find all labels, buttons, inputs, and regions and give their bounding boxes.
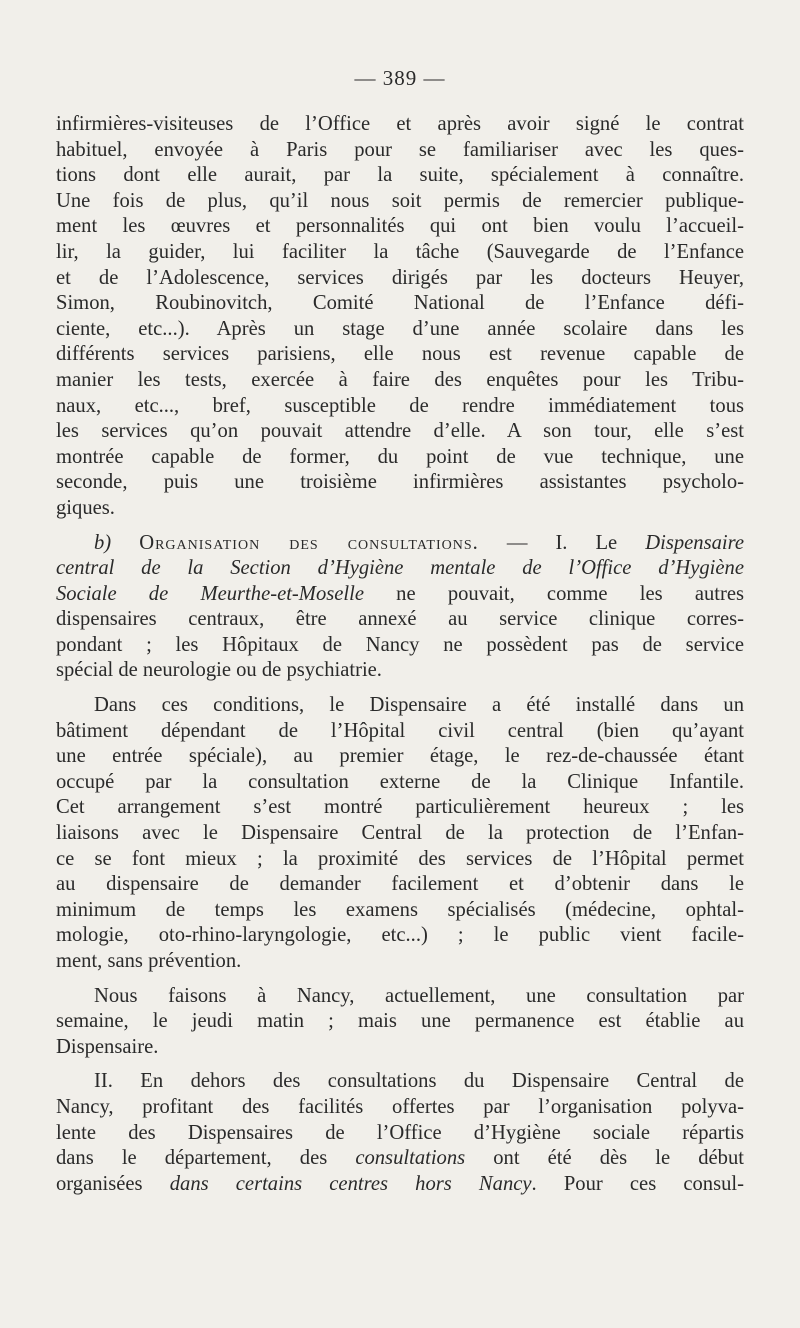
italic-title: Dispensaire [645,531,744,554]
text-fragment: organisées [56,1172,170,1195]
text-line: Cet arrangement s’est montré particulièrement heureux ; les [56,796,744,819]
text-line: et de l’Adolescence, services dirigés par les docteurs Heuyer, [56,266,744,289]
text-fragment: ne pouvait, comme les autres [363,582,744,605]
paragraph-2 [56,531,744,685]
text-line: Dans ces conditions, le Dispensaire a été installé dans un [94,694,744,717]
text-fragment: dans le département, des [56,1147,356,1170]
text-line: naux, etc..., bref, susceptible de rendre immédiatement tous [56,394,744,417]
text-line: giques. [56,496,115,519]
text-line: Dispensaire. [56,1035,159,1058]
text-line [56,582,744,608]
text-line: tions dont elle aurait, par la suite, spécialement à connaître. [56,164,744,187]
text-line: lente des Dispensaires de l’Office d’Hygiène sociale répartis [56,1121,744,1144]
text-line: seconde, puis une troisième infirmières assistantes psycholo- [56,471,744,494]
text-line: ment, sans prévention. [56,950,242,972]
text-line [56,1172,744,1198]
text-line: minimum de temps les examens spécialisés (médecine, ophtal- [56,898,744,921]
text-fragment: . Pour ces consul- [531,1172,744,1195]
italic-title: Sociale de Meurthe-et-Moselle [56,582,364,605]
text-line: montrée capable de former, du point de vue technique, une [56,445,744,468]
paragraph-4 [56,984,744,1061]
paragraph-3 [56,693,744,975]
text-line: lir, la guider, lui faciliter la tâche (Sauvegarde de l’Enfance [56,240,744,263]
text-line: Nancy, profitant des facilités offertes par l’organisation polyva- [56,1095,744,1118]
text-line: Simon, Roubinovitch, Comité National de l’Enfance défi- [56,292,744,315]
text-fragment: ont été dès le début [465,1147,744,1170]
section-label: b) [94,531,112,554]
italic-phrase: consultations [355,1147,466,1170]
text-line: manier les tests, exercée à faire des enquêtes pour les Tribu- [56,368,744,391]
text-line: Une fois de plus, qu’il nous soit permis de remercier publique- [56,189,744,212]
paragraph-1 [56,112,744,522]
text-fragment: — I. Le [478,531,646,554]
section-heading: Organisation des consultations. [139,531,479,554]
text-line: les services qu’on pouvait attendre d’elle. A son tour, elle s’est [56,420,744,443]
italic-title: central de la Section d’Hygiène mentale de l’Office d’Hygiène [56,557,744,580]
text-line: ce se font mieux ; la proximité des services de l’Hôpital permet [56,847,744,870]
text-line: bâtiment dépendant de l’Hôpital civil central (bien qu’ayant [56,719,744,742]
italic-phrase: dans certains centres hors Nancy [169,1172,532,1195]
text-line: semaine, le jeudi matin ; mais une permanence est établie au [56,1010,744,1033]
text-line [56,531,744,557]
page-number: — 389 — [354,66,446,90]
text-line [56,556,744,582]
text-line [56,1146,744,1172]
text-line: II. En dehors des consultations du Dispensaire Central de [94,1070,744,1093]
text-line: habituel, envoyée à Paris pour se familiariser avec les ques- [56,138,744,161]
text-line: dispensaires centraux, être annexé au service clinique corres- [56,608,744,631]
text-line: Nous faisons à Nancy, actuellement, une consultation par [94,984,744,1007]
body-text [56,112,744,1197]
text-line: différents services parisiens, elle nous est revenue capable de [56,343,744,366]
text-line: ment les œuvres et personnalités qui ont bien voulu l’accueil- [56,215,744,238]
text-line: pondant ; les Hôpitaux de Nancy ne possèdent pas de service [56,633,744,656]
text-line: spécial de neurologie ou de psychiatrie. [56,659,382,682]
text-line: infirmières-visiteuses de l’Office et après avoir signé le contrat [56,113,744,135]
text-line: ciente, etc...). Après un stage d’une année scolaire dans les [56,317,744,340]
text-line: une entrée spéciale), au premier étage, le rez-de-chaussée étant [56,745,744,768]
text-line: mologie, oto-rhino-laryngologie, etc...) ; le public vient facile- [56,924,744,947]
text-line: liaisons avec le Dispensaire Central de la protection de l’Enfan- [56,822,744,845]
text-line: occupé par la consultation externe de la Clinique Infantile. [56,770,744,793]
text-line: au dispensaire de demander facilement et d’obtenir dans le [56,873,744,896]
paragraph-5 [56,1069,744,1197]
